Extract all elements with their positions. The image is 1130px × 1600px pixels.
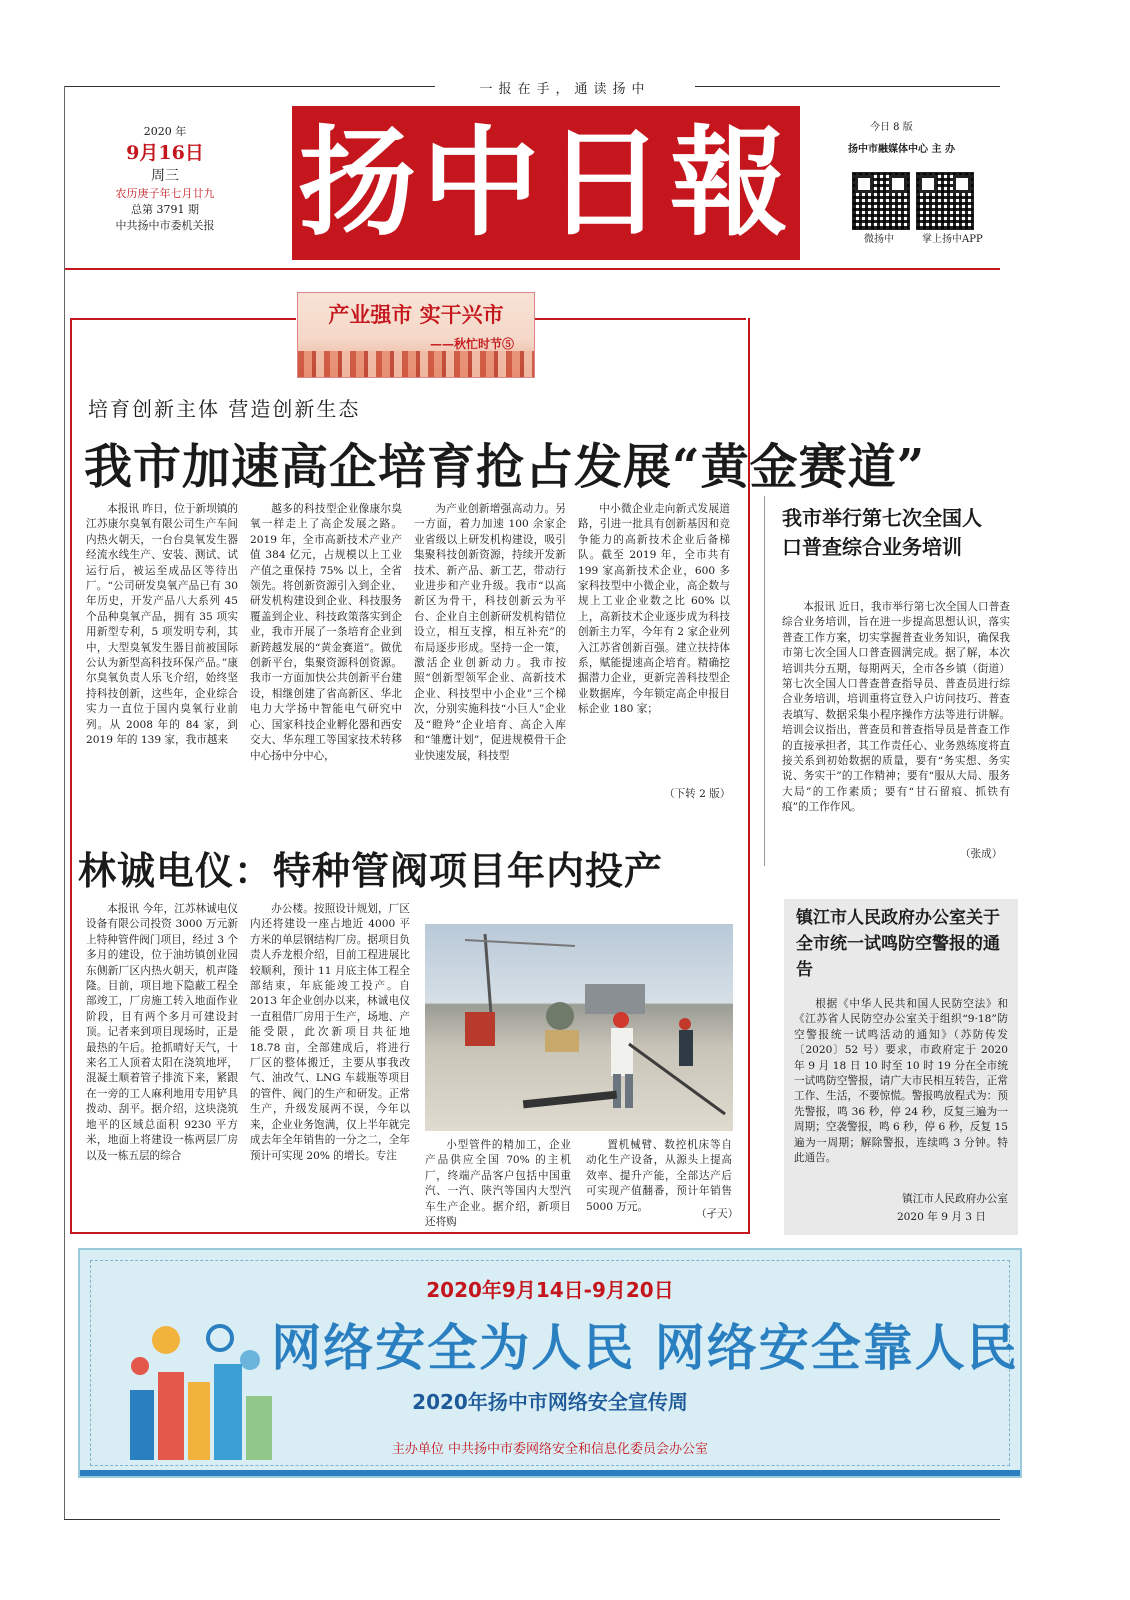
construction-photo — [425, 924, 733, 1131]
second-column-2-text: 办公楼。按照设计规划，厂区内还将建设一座占地近 4000 平方米的单层钢结构厂房。据项目负责人乔龙根介绍，目前工程进展比较顺利，预计 11 月底主体工程全部结束，年底能竣工投产。自 2013 年企业创办以来，林诚电仪一直租借厂房用于生产，场地、产能受限，此次新项目共征地 18.78 亩，全部建成后，将进行厂区的整体搬迁，主要从事我改气、油改气、LNG 车载瓶等项目的管件、阀门的生产和研发。正常生产，升级发展两不误，今年以来，企业业务饱满，仅上半年就完成去年全年销售的一分之二，全年预计可实现 20% 的增长。专注 — [250, 903, 410, 1162]
banner-title: 产业强市 实干兴市 — [328, 302, 504, 327]
qr-code-icon[interactable] — [852, 172, 910, 230]
masthead-rule — [64, 268, 1000, 270]
second-column-1 — [86, 902, 238, 1222]
page-count: 今日 8 版 — [870, 122, 913, 133]
masthead-logo — [292, 106, 800, 260]
ad-dates: 2020年9月14日-9月20日 — [426, 1278, 674, 1302]
lead-column-2 — [250, 502, 402, 820]
construction-scene-icon — [425, 924, 733, 1131]
second-column-4 — [586, 1138, 732, 1213]
side-headline: 我市举行第七次全国人口普查综合业务培训 — [782, 506, 982, 559]
masthead-slogan: 一报在手，通读扬中 — [435, 78, 695, 97]
weekday: 周三 — [151, 168, 179, 184]
notice-date: 2020 年 9 月 3 日 — [896, 1211, 986, 1223]
lead-column-3-text: 为产业创新增强高动力。另一方面，着力加速 100 余家企业省级以上研发机构建设，吸引集聚科技创新资源，持续开发新技术、新产品、新工艺，带动行业进步和产业升级。我市“以高新区为骨干，科技创新云为平台、企业自主创新研发机构错位设立，相互支撑，相互补充”的布局逐步形成。坚持一企一策，激活企业创新动力。我市按照“创新型领军企业、高新技术企业、科技型中小企业”三个梯次，分别实施科技“小巨人”企业及“瞪羚”企业培育、高企入库和“雏鹰计划”，促进规模骨干企业快速发展，科技型 — [414, 503, 566, 762]
lead-column-1-text: 本报讯 昨日，位于新坝镇的江苏康尔臭氧有限公司生产车间内热火朝天，一台台臭氧发生器经流水线生产、安装、测试、试运行后，被运至成品区等待出厂。“公司研发臭氧产品已有 30 年历史，开发产品八大系列 45 个品种臭氧产品，拥有 35 项实用新型专利，5 项发明专利，其中，大型臭氧发生器目前被国际公认为新型高科技环保产品。”康尔臭氧负责人乐飞介绍，始终坚持科技创新，这些年，企业综合实力一直位于国内臭氧行业前列。从 2008 年的 84 家，到 2019 年的 139 家，我市越来 — [86, 503, 238, 747]
issue-number: 总第 3791 期 — [131, 203, 199, 216]
side-byline: （张成） — [960, 848, 1003, 860]
publisher-block — [848, 120, 1028, 245]
side-body-text: 本报讯 近日，我市举行第七次全国人口普查综合业务培训，旨在进一步提高思想认识，落实普查工作方案，切实掌握普查业务知识，确保我市第七次全国人口普查圆满完成。据了解，本次培训共分五期，每期两天，全市各乡镇（街道）第七次全国人口普查普查指导员、普查员进行综合业务培训，培训重将宣登入户访问技巧、普查表填写、数据采集小程序操作方法等进行讲解。培训会议指出，普查员和普查指导员是普查工作的直接承担者，其工作责任心、业务熟练度将直接关系到初始数据的质量，要有“务实想、务实说、务实干”的工作精神；要有“服从大局、服务大局”的工作素质；要有“甘石留痕、抓铁有痕”的工作作风。 — [782, 601, 1010, 814]
ad-host: 主办单位 中共扬中市委网络安全和信息化委员会办公室 — [391, 1442, 709, 1457]
banner-subtitle: ——秋忙时节⑤ — [429, 337, 514, 351]
air-raid-notice — [784, 899, 1018, 1235]
bottom-rule — [64, 1519, 1000, 1520]
qr1-label: 微扬中 — [864, 234, 894, 245]
lead-frame-top-right — [534, 318, 746, 320]
qr2-label: 掌上扬中APP — [922, 234, 983, 245]
notice-title: 镇江市人民政府办公室关于全市统一试鸣防空警报的通告 — [796, 908, 1000, 980]
cybersecurity-week-ad — [78, 1248, 1022, 1478]
date-block — [95, 124, 235, 234]
ad-slogan: 网络安全为人民 网络安全靠人民 — [271, 1319, 1019, 1377]
ad-week-title: 2020年扬中市网络安全宣传周 — [412, 1390, 688, 1414]
second-column-1-text: 本报讯 今年，江苏林诚电仪设备有限公司投资 3000 万元新上特种管件阀门项目，经过 3 个多月的建设，位于油坊镇创业园东侧新厂区内热火朝天，机声隆隆。目前，项目地下隐蔽工程全部竣工，厂房施工转入地面作业阶段，目有两个多月可建设封顶。记者来到项目现场时，正是最热的午后。抢抓晴好天气，十来名工人顶着太阳在浇筑地坪，混凝土顺着管子排流下来，紧跟在一旁的工人麻利地用专用铲具拨动、刮平。据介绍，这块浇筑地平的区域总面积 9230 平方米，地面上将建设一栋两层厂房以及一栋五层的综合 — [86, 903, 238, 1162]
side-divider — [764, 496, 765, 866]
lunar-date: 农历庚子年七月廿九 — [115, 187, 215, 200]
lead-column-4 — [578, 502, 730, 772]
masthead-title: 扬中日報 — [297, 113, 794, 252]
publisher: 扬中市融媒体中心 主 办 — [848, 144, 955, 155]
notice-body — [794, 997, 1008, 1175]
lead-continued: （下转 2 版） — [664, 788, 731, 800]
side-body — [782, 600, 1010, 844]
second-byline: （孑天） — [696, 1208, 739, 1220]
lead-kicker: 培育创新主体 营造创新生态 — [88, 397, 361, 421]
lead-column-3 — [414, 502, 566, 820]
lead-column-2-text: 越多的科技型企业像康尔臭氧一样走上了高企发展之路。2019 年，全市高新技术产业产值 384 亿元，占规模以上工业产值之重保持 75% 以上，全省领先。将创新资源引入到企业、研发机构建设到企业、科技服务覆盖到企业、科技政策落实到企业，我市开展了一条培育企业到新跨越发展的“黄金赛道”。做优创新平台，集聚资源科创资源。我市一方面加快公共创新平台建设，相继创建了省高新区、华北电力大学扬中智能电气研究中心、国家科技企业孵化器和西安交大、华东理工等国家技术转移中心扬中分中心， — [250, 503, 402, 762]
lead-column-4-text: 中小微企业走向新式发展道路，引进一批具有创新基因和竞争能力的高新技术企业后备梯队。截至 2019 年，全市共有 199 家高新技术企业，600 多家科技型中小微企业，高企数与规上工业企业数之比 60% 以上，高新技术企业逐步成为科技创新主力军，今年有 2 家企业列入江苏省创新百强。建立扶持体系，赋能提速高企培育。精确挖掘潜力企业，更新完善科技型企业数据库，今年锁定高企申报目标企业 180 家； — [578, 503, 730, 716]
second-column-4-text: 置机械臂、数控机床等自动化生产设备，从源头上提高效率、提升产能，全部达产后可实现产值翻番，预计年销售 5000 万元。 — [586, 1139, 732, 1213]
year: 2020 年 — [143, 125, 187, 138]
second-headline: 林诚电仪：特种管阀项目年内投产 — [78, 848, 664, 893]
lead-column-1 — [86, 502, 238, 820]
date: 9月16日 — [126, 142, 204, 164]
column-banner — [297, 292, 535, 378]
city-skyline-icon — [298, 351, 534, 377]
organization: 中共扬中市委机关报 — [115, 219, 215, 232]
second-column-3 — [425, 1138, 571, 1229]
lead-frame-top-left — [70, 318, 296, 320]
lead-headline: 我市加速高企培育抢占发展“黄金赛道” — [84, 439, 926, 495]
second-column-3-text: 小型管件的精加工，企业产品供应全国 70% 的主机厂，终端产品客户包括中国重汽、一汽、陕汽等国内大型汽车生产企业。据介绍，新项目还将购 — [425, 1139, 571, 1229]
ad-bottom-bar — [80, 1470, 1020, 1476]
notice-body-text: 根据《中华人民共和国人民防空法》和《江苏省人民防空办公室关于组织“9·18”防空警报统一试鸣活动的通知》（苏防传发〔2020〕52 号）要求，市政府定于 2020 年 9 月 18 日 10 时至 10 时 19 分在全市统一试鸣防空警报，请广大市民相互转告，正常工作、生活，不要惊慌。警报鸣放程式为：预先警报，鸣 36 秒，停 24 秒，反复三遍为一周期；空袭警报，鸣 6 秒，停 6 秒，反复 15 遍为一周期；解除警报，连续鸣 3 分钟。特此通告。 — [794, 998, 1008, 1165]
notice-signer: 镇江市人民政府办公室 — [902, 1193, 1008, 1205]
second-column-2 — [250, 902, 410, 1222]
left-frame — [64, 86, 65, 1520]
qr-code-icon[interactable] — [916, 172, 974, 230]
